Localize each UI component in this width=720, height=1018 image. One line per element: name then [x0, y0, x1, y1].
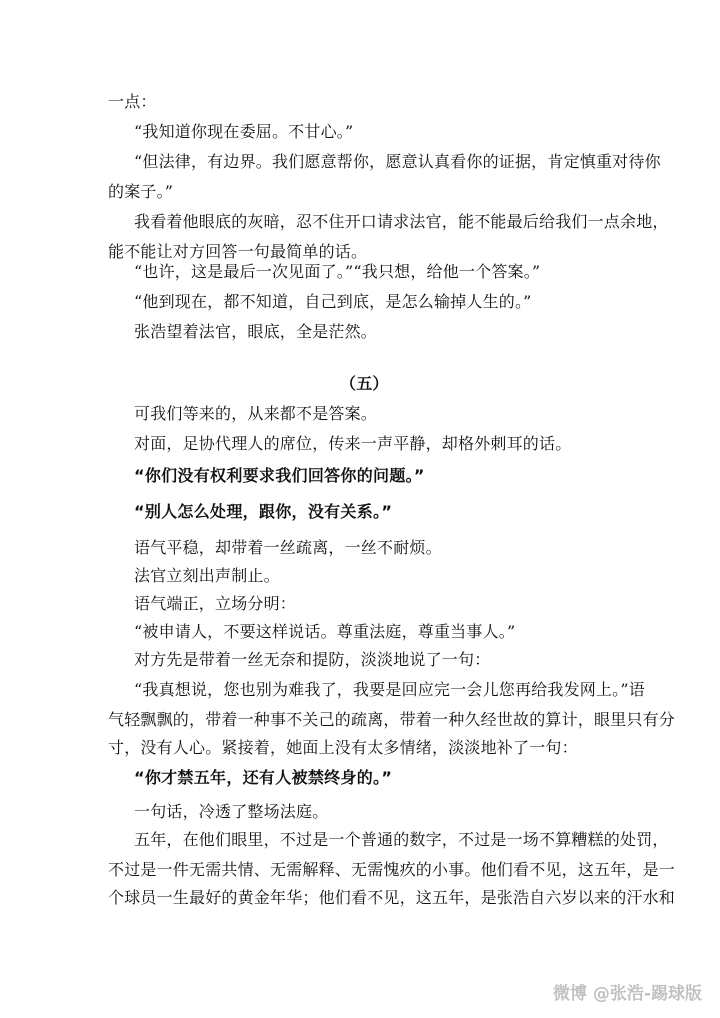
weibo-watermark: 微博 @张浩-踢球版	[553, 984, 702, 1004]
text-line: “也许，这是最后一次见面了。”“我只想，给他一个答案。”	[134, 262, 541, 281]
bold-quote: “你们没有权利要求我们回答你的问题。”	[134, 466, 425, 485]
text-line: 可我们等来的，从来都不是答案。	[134, 404, 378, 423]
text-line: 气轻飘飘的，带着一种事不关己的疏离，带着一种久经世故的算计，眼里只有分	[108, 710, 676, 729]
text-line: 我看着他眼底的灰暗，忍不住开口请求法官，能不能最后给我们一点余地，	[134, 212, 669, 231]
text-line: 的案子。”	[108, 182, 174, 201]
text-line: 不过是一件无需共情、无需解释、无需愧疚的小事。他们看不见，这五年，是一	[108, 860, 676, 879]
text-line: “我真想说，您也别为难我了，我要是回应完一会儿您再给我发网上。”语	[134, 680, 645, 699]
text-line: 五年，在他们眼里，不过是一个普通的数字，不过是一场不算糟糕的处罚，	[134, 830, 669, 849]
text-line: “我知道你现在委屈。不甘心。”	[134, 122, 354, 141]
text-line: 个球员一生最好的黄金年华；他们看不见，这五年，是张浩自六岁以来的汗水和	[108, 888, 676, 907]
text-line: 能不能让对方回答一句最简单的话。	[108, 242, 368, 261]
text-line: 对方先是带着一丝无奈和提防，淡淡地说了一句：	[134, 650, 491, 669]
bold-quote: “别人怎么处理，跟你，没有关系。”	[134, 502, 393, 521]
text-line: 一句话，冷透了整场法庭。	[134, 802, 329, 821]
text-line: 语气端正，立场分明：	[134, 594, 297, 613]
text-line: 语气平稳，却带着一丝疏离，一丝不耐烦。	[134, 538, 442, 557]
text-line: 法官立刻出声制止。	[134, 566, 280, 585]
text-line: 张浩望着法官，眼底，全是茫然。	[134, 322, 378, 341]
text-line: 对面，足协代理人的席位，传来一声平静，却格外刺耳的话。	[134, 434, 572, 453]
text-line: 寸，没有人心。紧接着，她面上没有太多情绪，淡淡地补了一句：	[108, 738, 578, 757]
text-line: 一点：	[108, 92, 157, 111]
text-line: “他到现在，都不知道，自己到底，是怎么输掉人生的。”	[134, 292, 532, 311]
bold-quote: “你才禁五年，还有人被禁终身的。”	[134, 768, 393, 787]
text-line: “被申请人，不要这样说话。尊重法庭，尊重当事人。”	[134, 622, 516, 641]
section-heading: （五）	[340, 374, 389, 393]
text-line: “但法律，有边界。我们愿意帮你，愿意认真看你的证据，肯定慎重对待你	[134, 152, 661, 171]
